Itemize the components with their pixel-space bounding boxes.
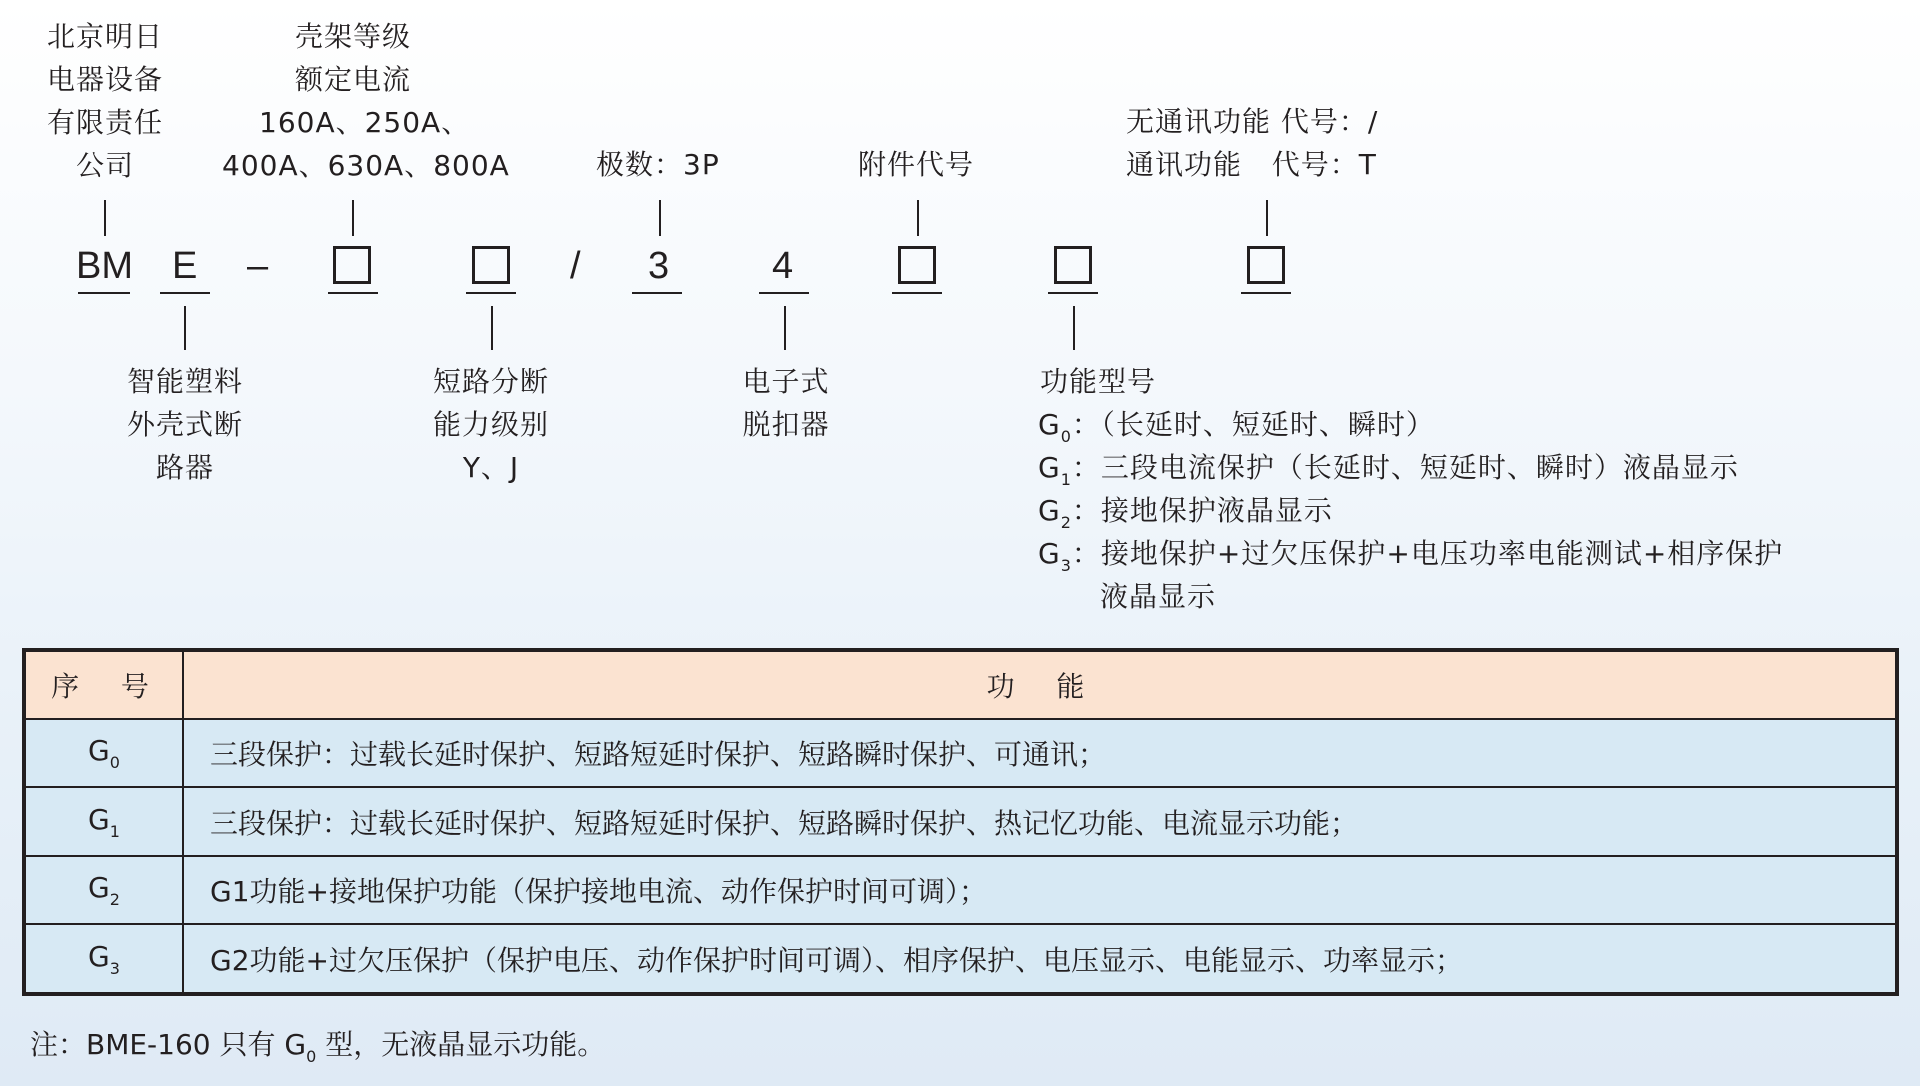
connector-line bbox=[184, 306, 186, 350]
table-header-number: 序 号 bbox=[24, 650, 183, 719]
function-code-sub: 2 bbox=[1060, 513, 1072, 532]
table-cell-code bbox=[24, 719, 183, 787]
code-slash: / bbox=[570, 245, 581, 287]
code-letter: G bbox=[88, 939, 110, 973]
label-poles: 极数：3P bbox=[596, 148, 720, 181]
function-code: G bbox=[1038, 537, 1061, 570]
function-code: G bbox=[1038, 408, 1061, 441]
connector-line bbox=[1073, 306, 1075, 350]
table-row bbox=[24, 719, 1897, 787]
label-company bbox=[40, 20, 170, 183]
code-underline bbox=[78, 292, 130, 294]
function-item bbox=[1038, 451, 1739, 497]
code-underline bbox=[759, 292, 809, 294]
code-dash: – bbox=[247, 245, 269, 287]
function-item bbox=[1038, 408, 1435, 454]
label-comm bbox=[1126, 105, 1378, 182]
table-cell-code bbox=[24, 924, 183, 994]
footnote bbox=[30, 1028, 605, 1074]
code-underline bbox=[632, 292, 682, 294]
table-cell-code bbox=[24, 787, 183, 855]
label-comm-line: 通讯功能 代号：T bbox=[1126, 148, 1377, 181]
code-underline bbox=[160, 292, 210, 294]
label-frame-line: 壳架等级 bbox=[294, 20, 411, 53]
function-item bbox=[1038, 494, 1333, 540]
code-box-comm bbox=[1247, 246, 1285, 284]
table-row bbox=[24, 787, 1897, 855]
code-box-accessory bbox=[898, 246, 936, 284]
function-item-continued: 液晶显示 bbox=[1100, 580, 1217, 613]
label-breaking-line: 能力级别 bbox=[432, 408, 549, 441]
function-code-sub: 3 bbox=[1060, 556, 1072, 575]
code-letter: G bbox=[88, 802, 110, 836]
footnote-text: 注：BME-160 只有 G bbox=[30, 1028, 307, 1061]
code-bm: BM bbox=[76, 245, 133, 287]
label-frame-line: 400A、630A、800A bbox=[222, 149, 510, 182]
label-frame-line: 160A、250A、 bbox=[259, 106, 471, 139]
table-row bbox=[24, 856, 1897, 924]
code-underline bbox=[328, 292, 378, 294]
label-breaking-capacity bbox=[416, 365, 566, 485]
function-text: ：接地保护+过欠压保护+电压功率电能测试+相序保护 bbox=[1071, 537, 1784, 570]
label-frame-rating bbox=[222, 20, 510, 183]
code-release: 4 bbox=[772, 245, 794, 287]
function-text: ：接地保护液晶显示 bbox=[1071, 494, 1333, 527]
table-cell-desc: G1功能+接地保护功能（保护接地电流、动作保护时间可调）； bbox=[183, 856, 1897, 924]
function-table bbox=[22, 648, 1899, 996]
label-company-line: 有限责任 bbox=[46, 106, 163, 139]
function-text: ：三段电流保护（长延时、短延时、瞬时）液晶显示 bbox=[1071, 451, 1739, 484]
label-frame-line: 额定电流 bbox=[294, 63, 411, 96]
footnote-text: 型，无液晶显示功能。 bbox=[316, 1028, 606, 1061]
code-box-function bbox=[1054, 246, 1092, 284]
connector-line bbox=[104, 200, 106, 236]
code-poles: 3 bbox=[648, 245, 670, 287]
label-comm-line: 无通讯功能 代号：/ bbox=[1126, 105, 1379, 138]
code-box-frame bbox=[333, 246, 371, 284]
label-company-line: 电器设备 bbox=[46, 63, 163, 96]
label-release-line: 电子式 bbox=[742, 365, 830, 398]
table-cell-code bbox=[24, 856, 183, 924]
label-breaker-type bbox=[110, 365, 260, 485]
label-accessory: 附件代号 bbox=[858, 148, 975, 181]
label-type-line: 外壳式断 bbox=[126, 408, 243, 441]
label-type-line: 路器 bbox=[155, 451, 214, 484]
connector-line bbox=[352, 200, 354, 236]
label-release-line: 脱扣器 bbox=[742, 408, 830, 441]
connector-line bbox=[784, 306, 786, 350]
table-row bbox=[24, 924, 1897, 994]
connector-line bbox=[917, 200, 919, 236]
footnote-subscript: 0 bbox=[306, 1047, 317, 1066]
function-title: 功能型号 bbox=[1040, 365, 1157, 398]
code-underline bbox=[1241, 292, 1291, 294]
function-code-sub: 0 bbox=[1060, 427, 1072, 446]
function-text: ：（长延时、短延时、瞬时） bbox=[1071, 408, 1435, 441]
table-header-function: 功 能 bbox=[183, 650, 1897, 719]
label-release bbox=[716, 365, 856, 442]
code-subscript: 2 bbox=[109, 889, 120, 909]
function-code: G bbox=[1038, 494, 1061, 527]
code-underline bbox=[1048, 292, 1098, 294]
code-subscript: 1 bbox=[109, 821, 120, 841]
table-cell-desc: 三段保护：过载长延时保护、短路短延时保护、短路瞬时保护、热记忆功能、电流显示功能； bbox=[183, 787, 1897, 855]
code-underline bbox=[466, 292, 516, 294]
table-cell-desc: G2功能+过欠压保护（保护电压、动作保护时间可调）、相序保护、电压显示、电能显示、功率显示； bbox=[183, 924, 1897, 994]
code-box-breaking bbox=[472, 246, 510, 284]
table-cell-desc: 三段保护：过载长延时保护、短路短延时保护、短路瞬时保护、可通讯； bbox=[183, 719, 1897, 787]
connector-line bbox=[1266, 200, 1268, 236]
code-e: E bbox=[172, 245, 198, 287]
code-letter: G bbox=[88, 870, 110, 904]
connector-line bbox=[491, 306, 493, 350]
function-item bbox=[1038, 537, 1783, 583]
function-code-sub: 1 bbox=[1060, 470, 1072, 489]
label-type-line: 智能塑料 bbox=[126, 365, 243, 398]
function-code: G bbox=[1038, 451, 1061, 484]
label-company-line: 北京明日 bbox=[46, 20, 163, 53]
label-breaking-line: 短路分断 bbox=[432, 365, 549, 398]
code-subscript: 0 bbox=[109, 753, 120, 773]
connector-line bbox=[659, 200, 661, 236]
code-subscript: 3 bbox=[109, 958, 120, 978]
label-breaking-line: Y、J bbox=[462, 451, 520, 484]
label-company-line: 公司 bbox=[75, 149, 134, 182]
code-letter: G bbox=[88, 734, 110, 768]
table-header-row bbox=[24, 650, 1897, 719]
code-underline bbox=[892, 292, 942, 294]
